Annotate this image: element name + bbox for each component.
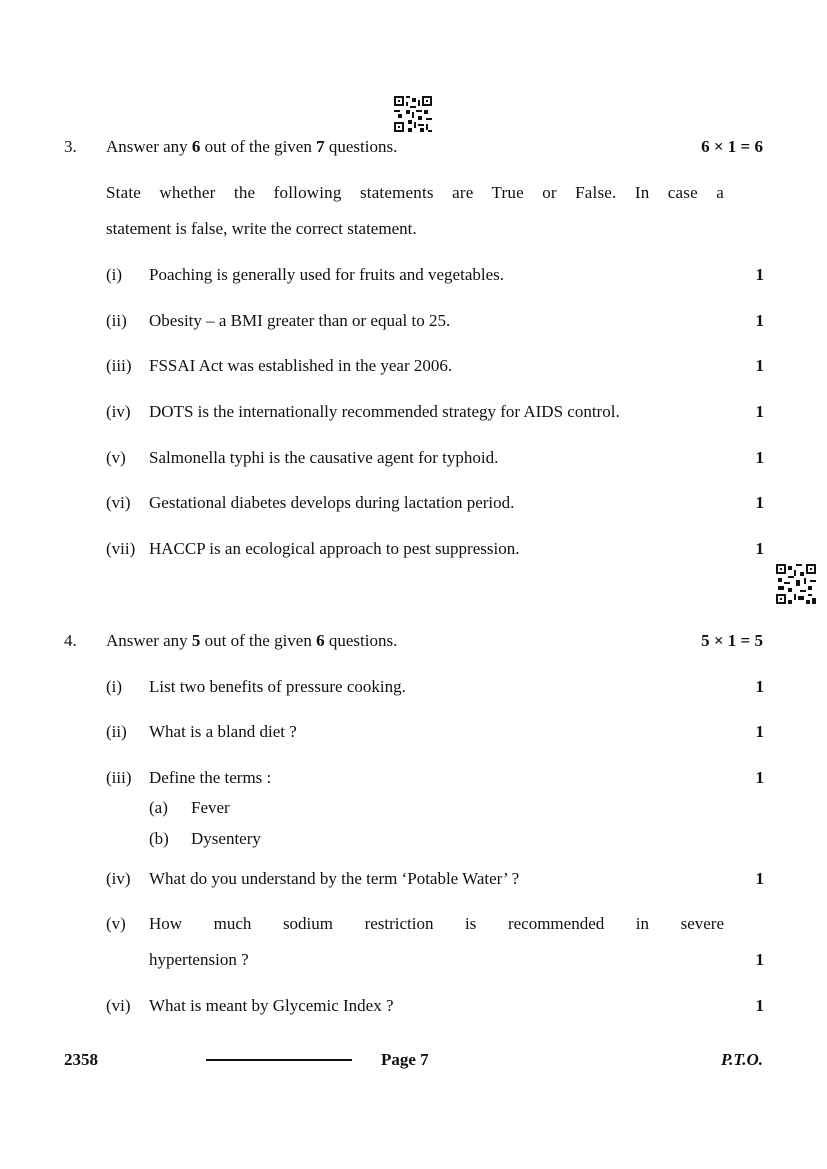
question-3-instruction-line-1: State whether the following statements are True or False. In case a — [106, 183, 724, 202]
q3-item-mark: 1 — [755, 311, 764, 330]
q3-item-roman: (vii) — [106, 539, 136, 558]
q4-sub-text: Fever — [191, 798, 230, 817]
question-3-instruction-line-2: statement is false, write the correct statement. — [106, 219, 417, 238]
q4-item-mark: 1 — [755, 722, 764, 741]
paper-code: 2358 — [64, 1050, 98, 1069]
q3-item-mark: 1 — [755, 402, 764, 421]
q4-item-mark: 1 — [755, 768, 764, 787]
q4-sub-label: (a) — [149, 798, 168, 817]
q3-item-roman: (ii) — [106, 311, 127, 330]
q3-item-text: Gestational diabetes develops during lactation period. — [149, 493, 515, 512]
q4-item-text-continued: hypertension ? — [149, 950, 249, 969]
question-3-number: 3. — [64, 137, 77, 156]
q3-item-mark: 1 — [755, 493, 764, 512]
intro-count: 5 — [191, 631, 201, 650]
q3-item-roman: (iv) — [106, 402, 131, 421]
question-4-intro — [106, 631, 397, 651]
q3-item-mark: 1 — [755, 356, 764, 375]
q3-item-mark: 1 — [755, 265, 764, 284]
q3-item-text: HACCP is an ecological approach to pest suppression. — [149, 539, 520, 558]
q3-item-roman: (v) — [106, 448, 126, 467]
intro-text: questions. — [324, 631, 398, 650]
q4-item-roman: (v) — [106, 914, 126, 933]
q3-item-text: FSSAI Act was established in the year 2006. — [149, 356, 453, 375]
question-4-number: 4. — [64, 631, 77, 650]
q4-item-text: How much sodium restriction is recommended in severe — [149, 914, 724, 933]
q4-sub-text: Dysentery — [191, 829, 261, 848]
q4-item-text: Define the terms : — [149, 768, 272, 787]
intro-text: questions. — [324, 137, 398, 156]
qr-code-top — [394, 96, 432, 132]
q3-item-roman: (i) — [106, 265, 123, 284]
intro-text: out of the given — [200, 137, 317, 156]
q4-item-roman: (i) — [106, 677, 123, 696]
q4-item-roman: (ii) — [106, 722, 127, 741]
intro-text: out of the given — [200, 631, 317, 650]
q3-item-text: Salmonella typhi is the causative agent for typhoid. — [149, 448, 499, 467]
page-number: Page 7 — [381, 1050, 429, 1069]
qr-code-side — [776, 564, 816, 604]
q3-item-text: Obesity – a BMI greater than or equal to 25. — [149, 311, 451, 330]
q4-item-mark: 1 — [755, 950, 764, 969]
q4-item-text: What is a bland diet ? — [149, 722, 297, 741]
q4-item-mark: 1 — [755, 677, 764, 696]
q4-item-text: List two benefits of pressure cooking. — [149, 677, 406, 696]
question-4-marks-total: 5 × 1 = 5 — [701, 631, 763, 650]
q3-item-text: DOTS is the internationally recommended strategy for AIDS control. — [149, 402, 620, 421]
question-3-intro — [106, 137, 397, 157]
q4-item-text: What do you understand by the term ‘Potable Water’ ? — [149, 869, 520, 888]
intro-text: Answer any — [106, 137, 192, 156]
intro-count: 6 — [191, 137, 201, 156]
q3-item-roman: (vi) — [106, 493, 131, 512]
q4-item-roman: (vi) — [106, 996, 131, 1015]
q4-item-roman: (iii) — [106, 768, 132, 787]
q4-item-mark: 1 — [755, 996, 764, 1015]
intro-total: 7 — [316, 137, 325, 156]
q3-item-roman: (iii) — [106, 356, 132, 375]
q4-sub-label: (b) — [149, 829, 169, 848]
q4-item-roman: (iv) — [106, 869, 131, 888]
q3-item-mark: 1 — [755, 448, 764, 467]
footer-divider — [206, 1059, 352, 1061]
question-3-marks-total: 6 × 1 = 6 — [701, 137, 763, 156]
please-turn-over: P.T.O. — [720, 1050, 763, 1069]
q4-item-mark: 1 — [755, 869, 764, 888]
q4-item-text: What is meant by Glycemic Index ? — [149, 996, 394, 1015]
intro-total: 6 — [316, 631, 325, 650]
intro-text: Answer any — [106, 631, 192, 650]
q3-item-text: Poaching is generally used for fruits and vegetables. — [149, 265, 505, 284]
q3-item-mark: 1 — [755, 539, 764, 558]
